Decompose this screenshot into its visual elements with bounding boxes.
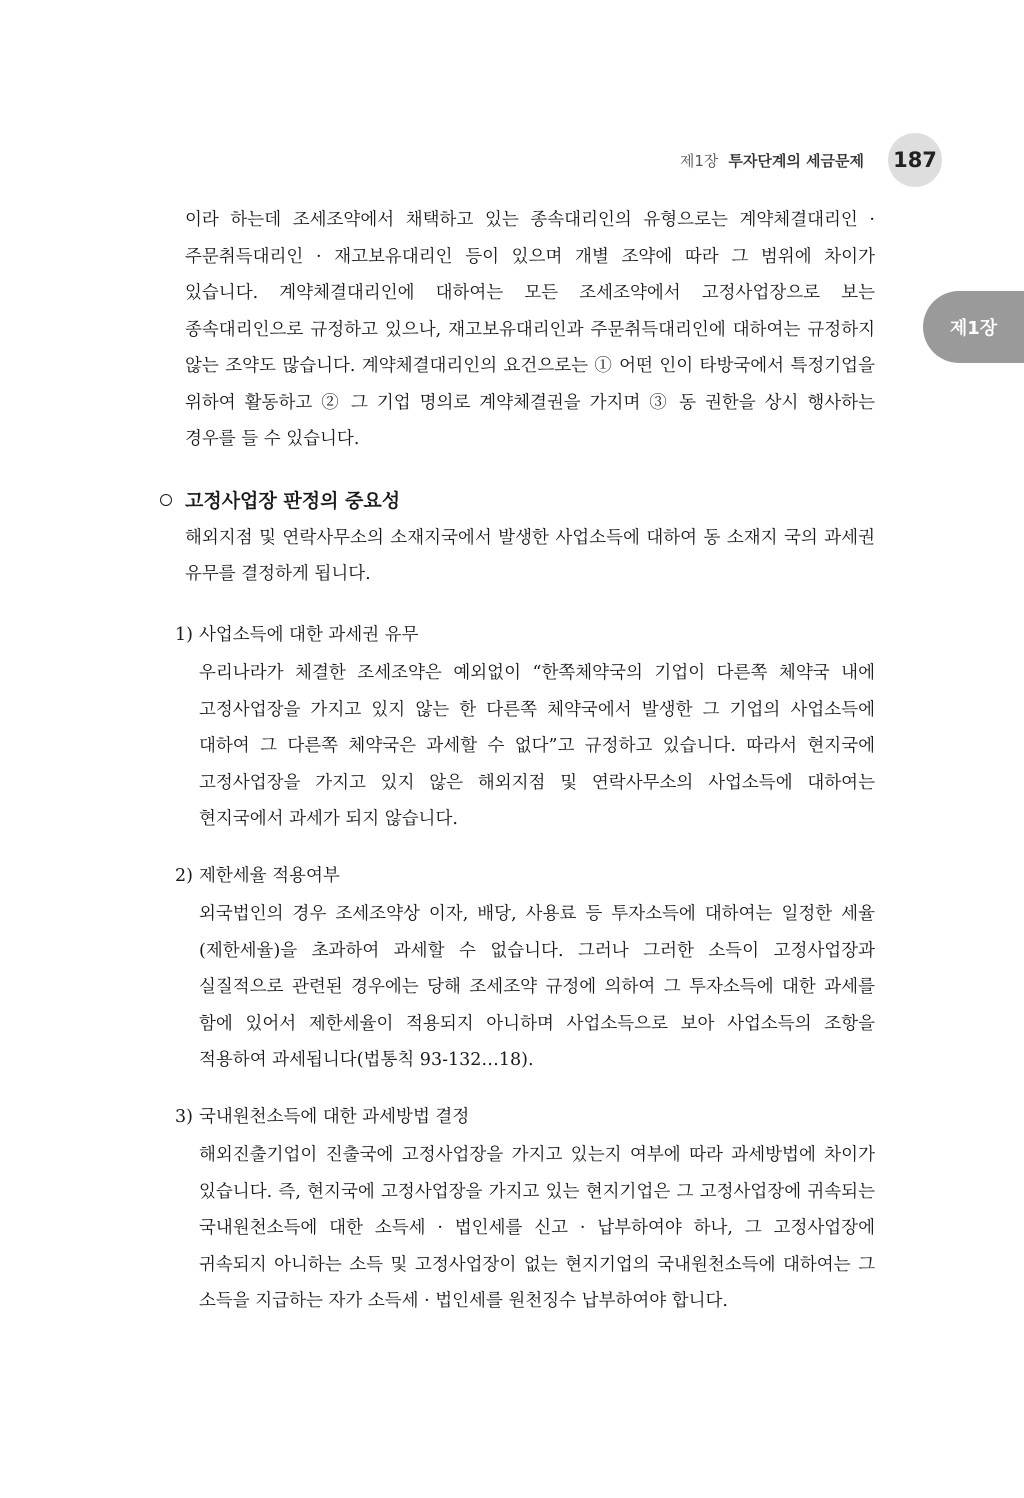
subsection-1-title (175, 617, 875, 654)
subsection-3-number: 3) (175, 1106, 193, 1127)
subsection-1-body: 우리나라가 체결한 조세조약은 예외없이 “한쪽체약국의 기업이 다른쪽 체약국 내에 고정사업장을 가지고 있지 않는 한 다른쪽 체약국에서 발생한 그 기업의 사업소득에 대하여 그 다른쪽 체약국은 과세할 수 없다”고 규정하고 있습니다. 따라서 현지국에 고정사업장을 가지고 있지 않은 해외지점 및 연락사무소의 사업소득에 대하여는 현지국에서 과세가 되지 않습니다. (199, 663, 875, 829)
subsection-3-title (175, 1099, 875, 1136)
subsection-3-title-text: 국내원천소득에 대한 과세방법 결정 (198, 1106, 470, 1127)
subsection-1-title-text: 사업소득에 대한 과세권 유무 (198, 624, 419, 645)
subsection-3 (175, 1099, 875, 1320)
section-heading-text: 고정사업장 판정의 중요성 (185, 490, 401, 512)
subsection-2-body: 외국법인의 경우 조세조약상 이자, 배당, 사용료 등 투자소득에 대하여는 일정한 세율(제한세율)을 초과하여 과세할 수 없습니다. 그러나 그러한 소득이 고정사업장과 실질적으로 관련된 경우에는 당해 조세조약 규정에 의하여 그 투자소득에 대한 과세를 함에 있어서 제한세율이 적용되지 아니하며 사업소득으로 보아 사업소득의 조항을 적용하여 과세됩니다(법통칙 93-132…18). (199, 904, 875, 1070)
page-content (175, 202, 875, 1340)
running-head-title: 투자단계의 세금문제 (728, 151, 864, 170)
subsection-2-title (175, 858, 875, 895)
subsection-2 (175, 858, 875, 1079)
page-number: 187 (888, 133, 942, 187)
circle-bullet-icon (160, 494, 172, 506)
subsection-2-title-text: 제한세율 적용여부 (198, 865, 340, 886)
subsection-1-number: 1) (175, 624, 193, 645)
subsection-3-body: 해외진출기업이 진출국에 고정사업장을 가지고 있는지 여부에 따라 과세방법에 차이가 있습니다. 즉, 현지국에 고정사업장을 가지고 있는 현지기업은 그 고정사업장에 귀속되는 국내원천소득에 대한 소득세 · 법인세를 신고 · 납부하여야 하나, 그 고정사업장에 귀속되지 아니하는 소득 및 고정사업장이 없는 현지기업의 국내원천소득에 대하여는 그 소득을 지급하는 자가 소득세 · 법인세를 원천징수 납부하여야 합니다. (199, 1145, 875, 1311)
subsection-1 (175, 617, 875, 838)
subsection-2-number: 2) (175, 865, 193, 886)
chapter-side-tab: 제1장 (923, 291, 1024, 363)
running-head (680, 145, 864, 175)
section-heading (160, 480, 875, 520)
section-body: 해외지점 및 연락사무소의 소재지국에서 발생한 사업소득에 대하여 동 소재지 국의 과세권 유무를 결정하게 됩니다. (185, 527, 875, 584)
intro-paragraph: 이라 하는데 조세조약에서 채택하고 있는 종속대리인의 유형으로는 계약체결대리인 · 주문취득대리인 · 재고보유대리인 등이 있으며 개별 조약에 따라 그 범위에 차이가 있습니다. 계약체결대리인에 대하여는 모든 조세조약에서 고정사업장으로 보는 종속대리인으로 규정하고 있으나, 재고보유대리인과 주문취득대리인에 대하여는 규정하지 않는 조약도 많습니다. 계약체결대리인의 요건으로는 ① 어떤 인이 타방국에서 특정기업을 위하여 활동하고 ② 그 기업 명의로 계약체결권을 가지며 ③ 동 권한을 상시 행사하는 경우를 들 수 있습니다. (185, 210, 875, 449)
running-head-chapter: 제1장 (679, 151, 719, 170)
